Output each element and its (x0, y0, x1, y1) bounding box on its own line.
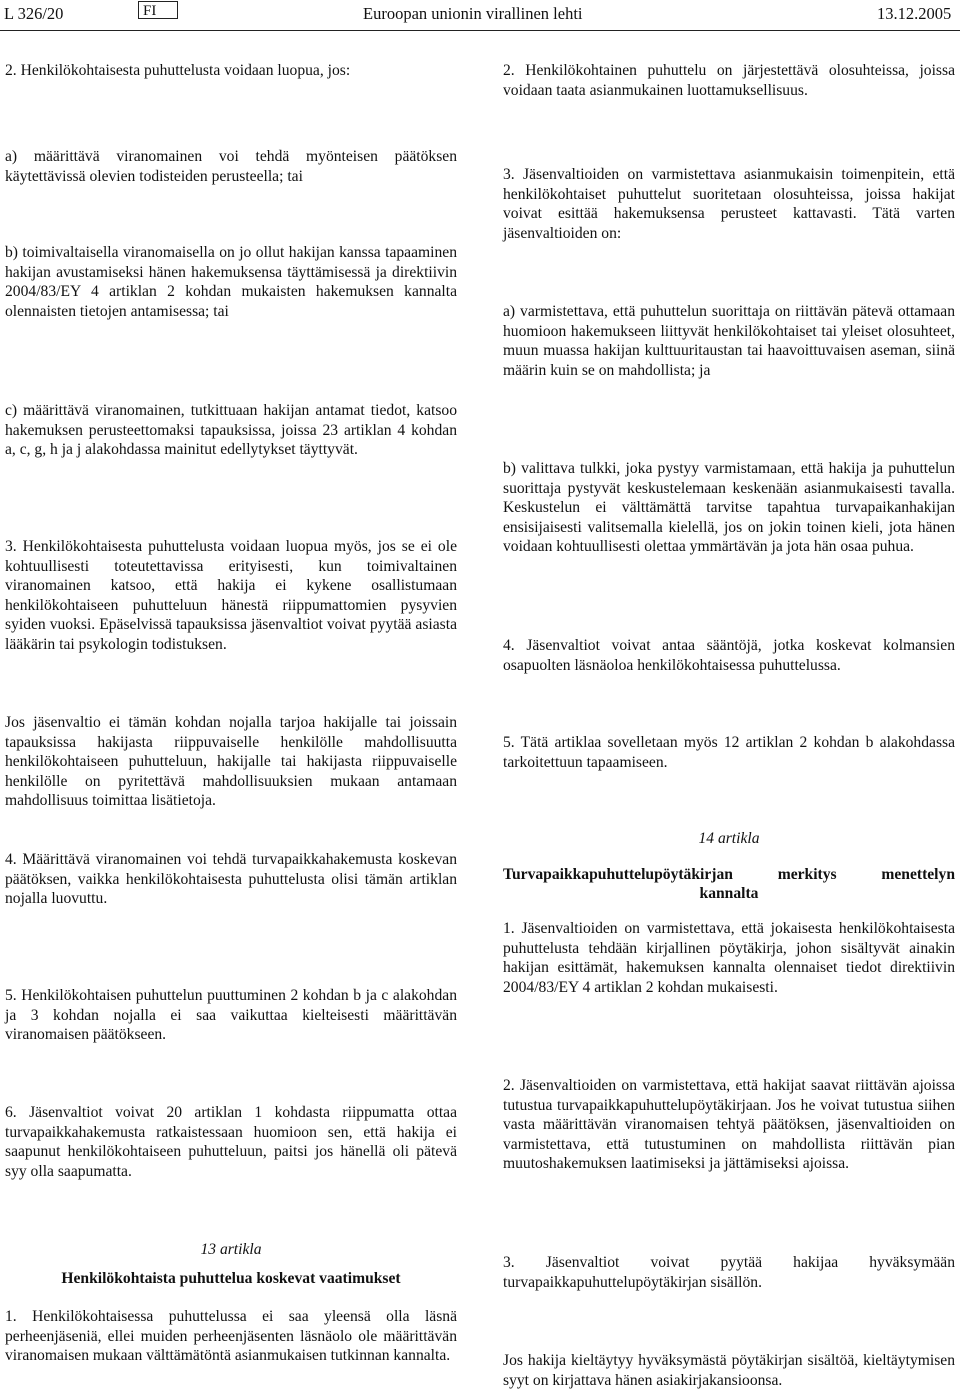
page-header (0, 0, 960, 30)
right-para-5: 5. Tätä artiklaa sovelletaan myös 12 artiklan 2 kohdan b alakohdassa tarkoitettuun tapaamiseen. (503, 734, 955, 771)
article-13-para-1: 1. Henkilökohtaisessa puhuttelussa ei saa yleensä olla läsnä perheenjäseniä, elleі muiden perheenjäsenten läsnäolo ole määrittävän viranomaisen mukaan välttämätöntä asianmukaisen tutkinnan kannalta. (5, 1308, 457, 1364)
left-para-2a: a) määrittävä viranomainen voi tehdä myönteisen päätöksen käytettävissä olevien todisteiden perusteella; tai (5, 148, 457, 185)
language-badge: FI (138, 1, 178, 19)
header-divider (0, 30, 960, 31)
right-para-3b: b) valittava tulkki, joka pystyy varmistamaan, että hakija ja puhuttelun suorittaja pystyvät keskustelemaan keskenään asianmukaisesti tavalla. Keskustelun ei välttämättä tarvitse tapahtua turvapaikanhakijan ensisijaisesti valitsemalla kielellä, jos on jokin toinen kieli, jota hänen voidaan kohtuullisesti olettaa ymmärtävän ja jota hän osaa puhua. (503, 460, 955, 555)
left-para-6: 6. Jäsenvaltiot voivat 20 artiklan 1 kohdasta riippumatta ottaa turvapaikkahakemusta ratkaistessaan huomioon sen, että hakija ei saapunut henkilökohtaiseen puhutteluun, paitsi jos hänellä oli pätevä syy olla saapumatta. (5, 1104, 457, 1180)
article-13-number: 13 artikla (200, 1241, 262, 1258)
right-para-2: 2. Henkilökohtainen puhuttelu on järjestettävä olosuhteissa, joissa voidaan taata asianmukainen luottamuksellisuus. (503, 62, 955, 99)
article-14-title: Turvapaikkapuhuttelupöytäkirjan merkitys menettelyn kannalta (503, 865, 955, 902)
right-para-3: 3. Jäsenvaltioiden on varmistettava asianmukaisin toimenpitein, että henkilökohtaiset puhuttelut suoritetaan olosuhteissa, joissa hakijat voivat esittää hakemuksensa perusteet kattavasti. Tätä varten jäsenvaltioiden on: (503, 166, 955, 242)
article-14-para-2: 2. Jäsenvaltioiden on varmistettava, että hakijat saavat riittävän ajoissa tutustua turvapaikkapuhuttelupöytäkirjaan. Jos he voivat tutustua siihen vasta määrittävän viranomaisen tehtyä päätöksen, jäsenvaltioiden on varmistettava, että tutustuminen on mahdollista riittävän pian muutoshakemuksen laatimiseksi ja jättämiseksi ajoissa. (503, 1077, 955, 1172)
left-para-2b: b) toimivaltaisella viranomaisella on jo ollut hakijan kanssa tapaaminen hakijan avustamiseksi hänen hakemuksensa täyttämisessä ja direktiivin 2004/83/EY 4 artiklan 2 kohdan mukaisten hakemuksen kannalta olennaisten tietojen antamisessa; tai (5, 244, 457, 320)
left-para-5: 5. Henkilökohtaisen puhuttelun puuttuminen 2 kohdan b ja c alakohdan ja 3 kohdan nojalla ei saa vaikuttaa kielteisesti määrittävän viranomaisen päätökseen. (5, 987, 457, 1043)
left-para-3: 3. Henkilökohtaisesta puhuttelusta voidaan luopua myös, jos se ei ole kohtuullisesti toteutettavissa erityisesti, kun toimivaltainen viranomainen katsoo, että hakija ei kykene osallistumaan henkilökohtaiseen puhutteluun hänestä riippumattomien pysyvien syiden vuoksi. Epäselvissä tapauksissa jäsenvaltiot voivat pyytää asiasta lääkärin tai psykologin todistuksen. (5, 538, 457, 653)
article-14-para-1: 1. Jäsenvaltioiden on varmistettava, että jokaisesta henkilökohtaisesta puhuttelusta tehdään kirjallinen pöytäkirja, johon sisältyvät ainakin hakijan esittämät, hakemuksen kannalta olennaiset tiedot direktiivin 2004/83/EY 4 artiklan 2 kohdan mukaisesti. (503, 920, 955, 996)
article-14-para-3: 3. Jäsenvaltiot voivat pyytää hakijaa hyväksymään turvapaikkapuhuttelupöytäkirjan sisällön. (503, 1254, 955, 1291)
publication-date: 13.12.2005 (877, 4, 952, 23)
article-13-heading (5, 1240, 457, 1288)
article-14-number: 14 artikla (698, 830, 760, 847)
left-para-2c: c) määrittävä viranomainen, tutkittuaan hakijan antamat tiedot, katsoo hakemuksen perusteettomaksi tapauksissa, joissa 23 artiklan 4 kohdan a, c, g, h ja j alakohdassa mainitut edellytykset täyttyvät. (5, 402, 457, 458)
article-14-para-3-continued: Jos hakija kieltäytyy hyväksymästä pöytäkirjan sisältöä, kieltäytymisen syyt on kirjattava hänen asiakirjakansioonsa. (503, 1352, 955, 1389)
left-para-3-continued: Jos jäsenvaltio ei tämän kohdan nojalla tarjoa hakijalle tai joissain tapauksissa hakijasta riippuvaiselle henkilölle mahdollisuutta henkilökohtaiseen puhutteluun, hakijalle tai hakijasta riippuvaiselle henkilölle on pyritettävä mahdollisuuksien mukaan antamaan mahdollisuus toimittaa lisätietoja. (5, 714, 457, 809)
journal-reference: L 326/20 (4, 4, 64, 23)
article-14-heading (503, 829, 955, 904)
journal-title: Euroopan unionin virallinen lehti (363, 4, 583, 23)
left-para-4: 4. Määrittävä viranomainen voi tehdä turvapaikkahakemusta koskevan päätöksen, vaikka henkilökohtaisesta puhuttelusta olisi tämän artiklan nojalla luovuttu. (5, 851, 457, 907)
article-13-title: Henkilökohtaista puhuttelua koskevat vaatimukset (61, 1269, 401, 1287)
right-para-3a: a) varmistettava, että puhuttelun suorittaja on riittävän pätevä ottamaan huomioon hakemukseen liittyvät henkilökohtaiset tai yleiset olosuhteet, muun muassa hakijan kulttuuritaustan tai haavoittuvaisen aseman, siinä määrin kuin se on mahdollista; ja (503, 303, 955, 379)
right-para-4: 4. Jäsenvaltiot voivat antaa sääntöjä, jotka koskevat kolmansien osapuolten läsnäoloa henkilökohtaisessa puhuttelussa. (503, 637, 955, 674)
left-para-2-intro: 2. Henkilökohtaisesta puhuttelusta voidaan luopua, jos: (5, 62, 351, 79)
